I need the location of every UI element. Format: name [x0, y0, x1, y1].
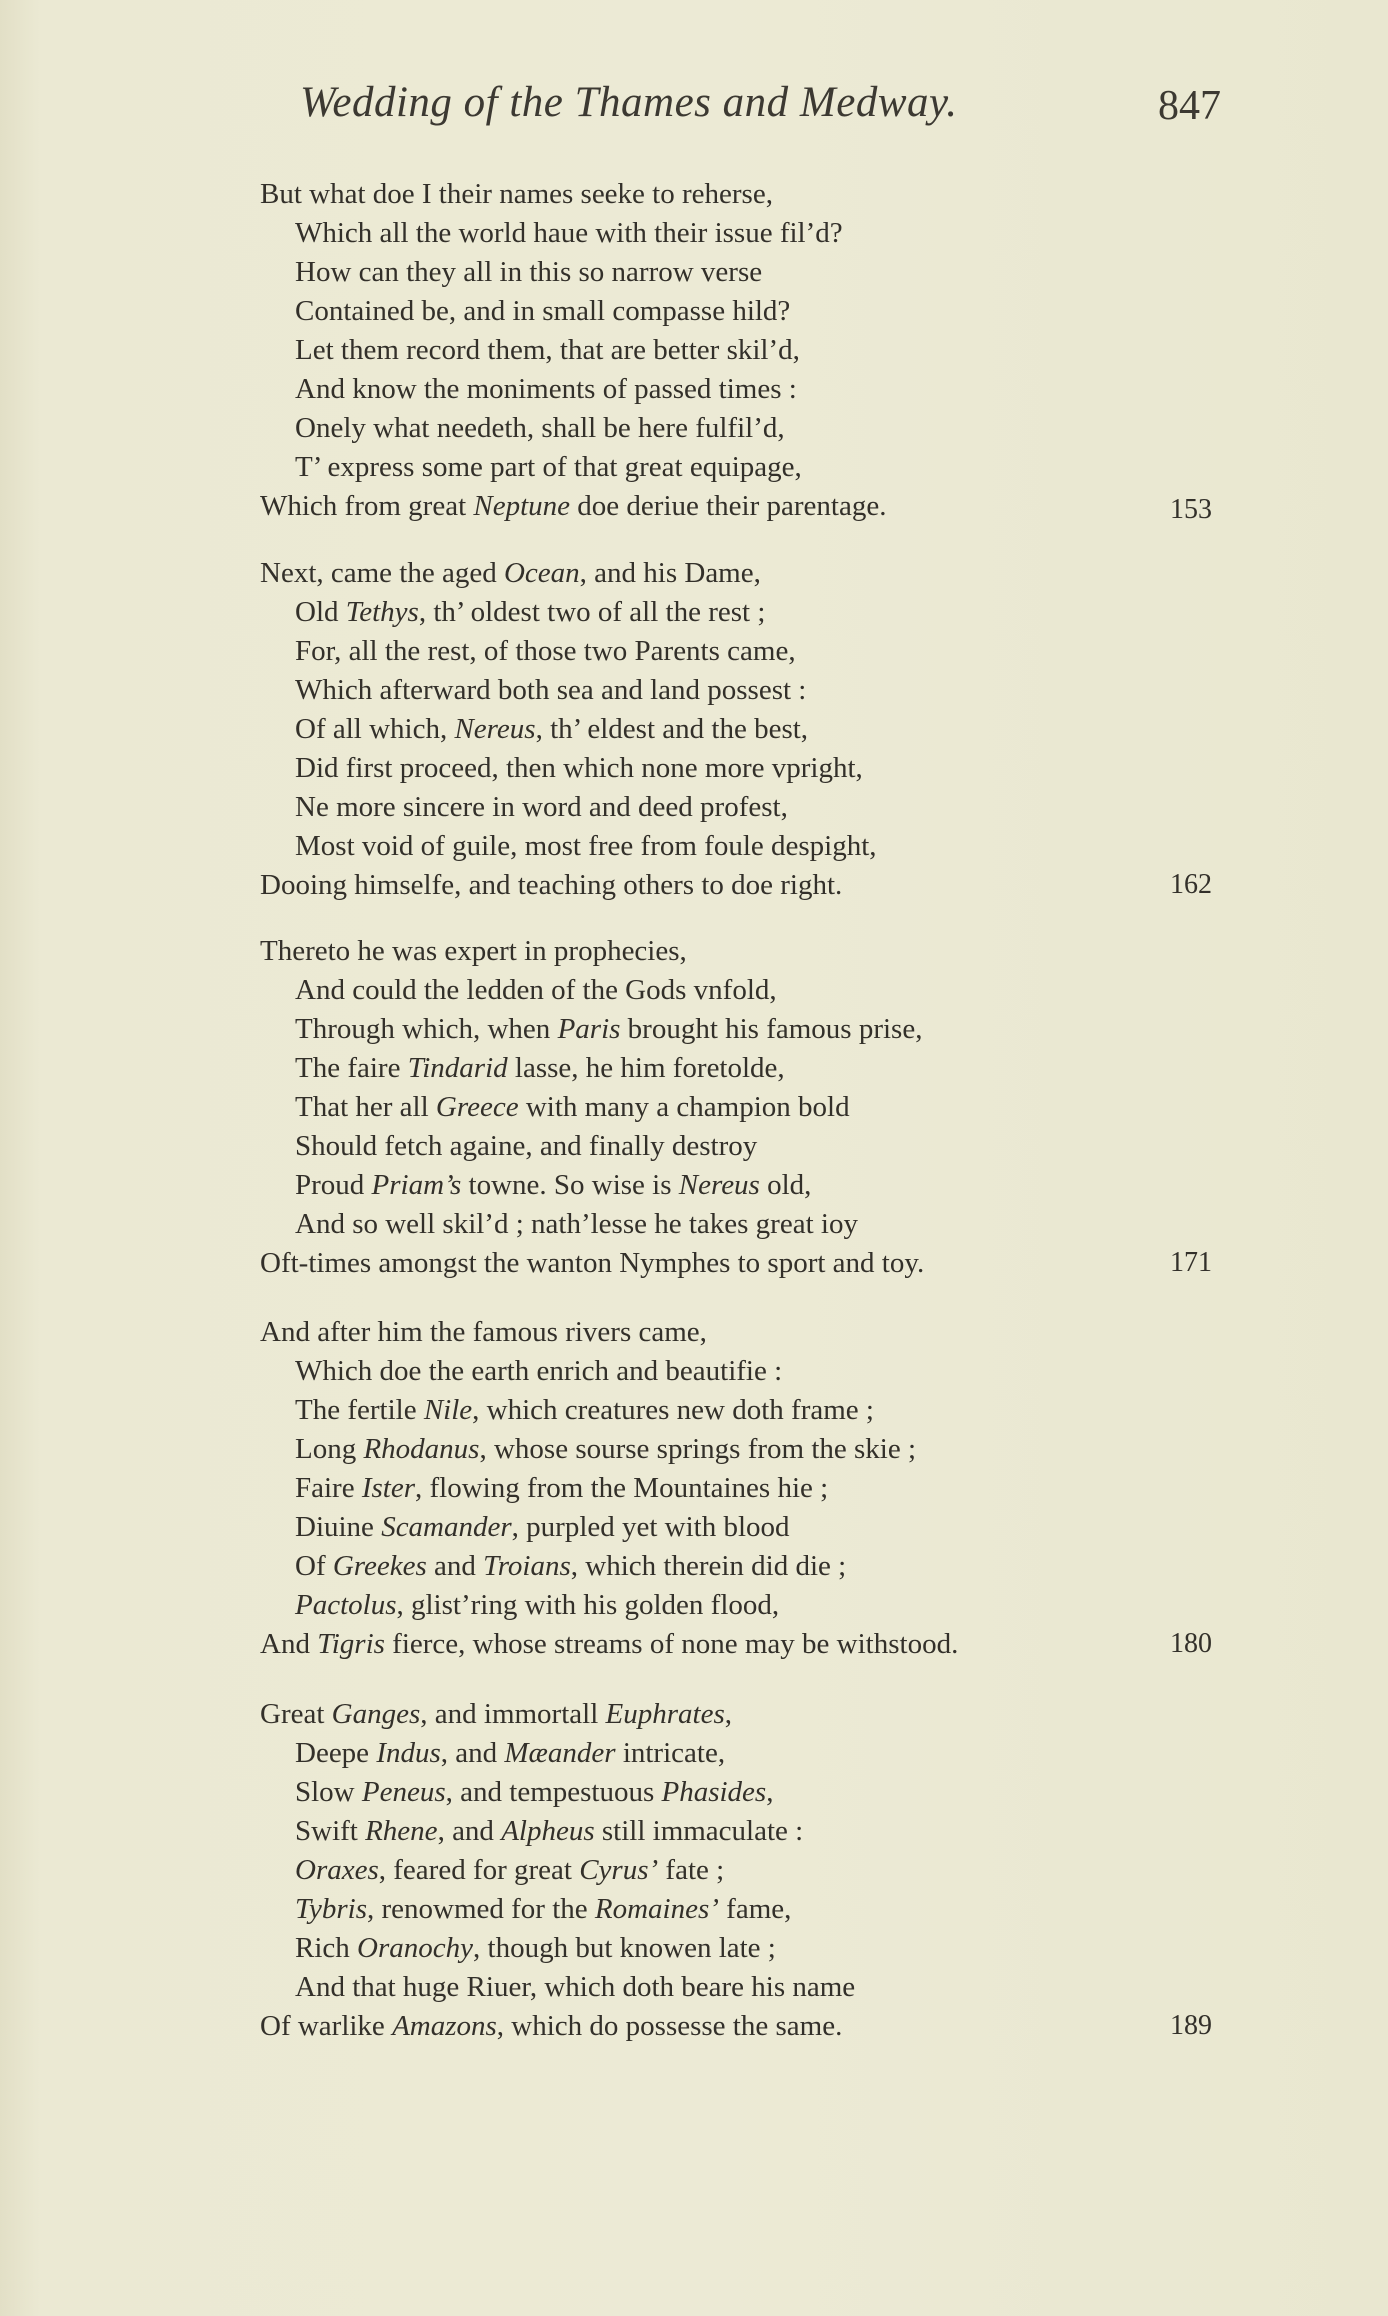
line-number: 162 — [1170, 869, 1212, 900]
line-number: 189 — [1170, 2010, 1212, 2041]
poem-line: Ne more sincere in word and deed profest, — [295, 791, 788, 823]
poem-line: T’ express some part of that great equipage, — [295, 451, 802, 483]
poem-line: That her all Greece with many a champion bold — [295, 1091, 850, 1123]
poem-line: Through which, when Paris brought his famous prise, — [295, 1013, 923, 1045]
poem-line: Great Ganges, and immortall Euphrates, — [260, 1698, 732, 1730]
poem-line: Of all which, Nereus, th’ eldest and the best, — [295, 713, 809, 745]
poem-line: Swift Rhene, and Alpheus still immaculate : — [295, 1815, 804, 1847]
poem-line: Old Tethys, th’ oldest two of all the rest ; — [295, 596, 766, 628]
poem-line: The fertile Nile, which creatures new doth frame ; — [295, 1394, 874, 1426]
poem-line: Oraxes, feared for great Cyrus’ fate ; — [295, 1854, 725, 1886]
poem-line: But what doe I their names seeke to reherse, — [260, 178, 773, 210]
poem-line: Proud Priam’s towne. So wise is Nereus old, — [295, 1169, 812, 1201]
poem-line: Oft-times amongst the wanton Nymphes to sport and toy. — [260, 1247, 925, 1279]
poem-line: Contained be, and in small compasse hild? — [295, 295, 791, 327]
poem-line: Rich Oranochy, though but knowen late ; — [295, 1932, 776, 1964]
poem-line: And that huge Riuer, which doth beare his name — [295, 1971, 856, 2003]
poem-line: Which from great Neptune doe deriue their parentage. — [260, 490, 887, 522]
poem-line: Pactolus, glist’ring with his golden flood, — [295, 1589, 780, 1621]
poem-line: How can they all in this so narrow verse — [295, 256, 763, 288]
poem-line: Faire Ister, flowing from the Mountaines hie ; — [295, 1472, 829, 1504]
poem-line: And could the ledden of the Gods vnfold, — [295, 974, 777, 1006]
line-number: 180 — [1170, 1628, 1212, 1659]
poem-line: The faire Tindarid lasse, he him foretolde, — [295, 1052, 785, 1084]
running-title: Wedding of the Thames and Medway. — [300, 79, 958, 126]
poem-line: Deepe Indus, and Mæander intricate, — [295, 1737, 726, 1769]
poem-line: Most void of guile, most free from foule despight, — [295, 830, 877, 862]
poem-line: Let them record them, that are better skil’d, — [295, 334, 800, 366]
page-header — [0, 78, 1388, 138]
poem-line: Diuine Scamander, purpled yet with blood — [295, 1511, 790, 1543]
poem-line: Of warlike Amazons, which do possesse the same. — [260, 2010, 843, 2042]
line-number: 153 — [1170, 494, 1212, 525]
poem-line: And so well skil’d ; nath’lesse he takes great ioy — [295, 1208, 858, 1240]
line-number: 171 — [1170, 1247, 1212, 1278]
poem-line: Long Rhodanus, whose sourse springs from the skie ; — [295, 1433, 917, 1465]
page-number: 847 — [1158, 83, 1221, 129]
poem-line: And Tigris fierce, whose streams of none may be withstood. — [260, 1628, 959, 1660]
poem-line: Dooing himselfe, and teaching others to doe right. — [260, 869, 843, 901]
poem-line: Onely what needeth, shall be here fulfil’d, — [295, 412, 785, 444]
poem-line: Thereto he was expert in prophecies, — [260, 935, 687, 967]
poem-line: Did first proceed, then which none more vpright, — [295, 752, 863, 784]
poem-line: Next, came the aged Ocean, and his Dame, — [260, 557, 761, 589]
poem-line: And know the moniments of passed times : — [295, 373, 797, 405]
poem-line: For, all the rest, of those two Parents came, — [295, 635, 796, 667]
poem-line: Which afterward both sea and land possest : — [295, 674, 807, 706]
poem-line: Of Greekes and Troians, which therein did die ; — [295, 1550, 847, 1582]
poem-line: And after him the famous rivers came, — [260, 1316, 707, 1348]
poem-line: Slow Peneus, and tempestuous Phasides, — [295, 1776, 774, 1808]
poem-line: Should fetch againe, and finally destroy — [295, 1130, 758, 1162]
poem-line: Which doe the earth enrich and beautifie : — [295, 1355, 783, 1387]
poem-line: Tybris, renowmed for the Romaines’ fame, — [295, 1893, 792, 1925]
poem-line: Which all the world haue with their issue fil’d? — [295, 217, 843, 249]
